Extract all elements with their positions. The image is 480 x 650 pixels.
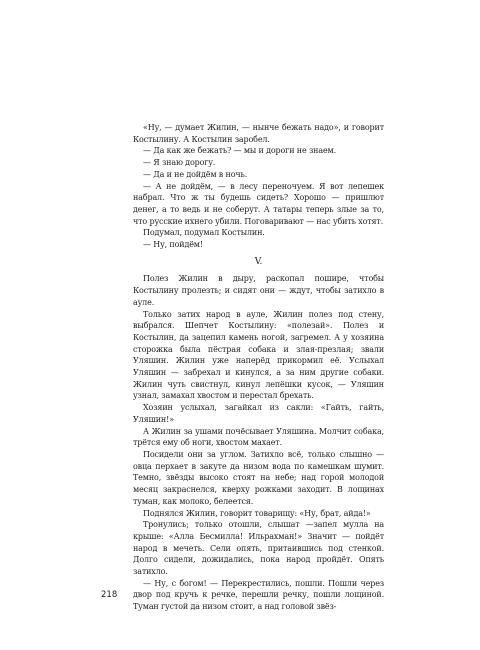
paragraph: А Жилин за ушами почёсывает Уляшина. Молчит собака, трётся ему об ноги, хвостом махает. <box>133 426 384 448</box>
paragraph: — Я знаю дорогу. <box>143 158 216 168</box>
text-block <box>133 122 384 613</box>
paragraph: — Ну, пойдём! <box>143 240 203 250</box>
paragraph: — Да как же бежать? — мы и дороги не знаем. <box>143 146 337 156</box>
paragraph: Поднялся Жилин, говорит товарищу: «Ну, брат, айда!» <box>143 508 371 518</box>
paragraph: Только затих народ в ауле, Жилин полез под стену, выбрался. Шепчет Костылину: «полезай». Полез и Костылин, да зацепил камень ногой, загремел. А у хозяина сторожка была пёстрая собака и злая-презлая; звали Уляшин. Жилин уже наперёд прикормил её. Услыхал Уляшин — забрехал и кинулся, а за ним другие собаки. Жилин чуть свистнул, кинул лепёшки кусок, — Уляшин узнал, замахал хвостом и перестал брехать. <box>133 309 384 401</box>
paragraph: Тронулись; только отошли, слышат —запел мулла на крыше: «Алла Бесмилла! Ильрахман!» Значит — пойдёт народ в мечеть. Сели опять, притаившись под стенкой. Долго сидели, дожидались, пока народ пройдёт. Опять затихло. <box>133 520 384 577</box>
paragraph: — А не дойдём, — в лесу переночуем. Я вот лепешек набрал. Что ж ты будешь сидеть? Хорошо — пришлют денег, а то ведь и не соберут. А татары теперь злые за то, что русские ихнего убили. Поговаривают — нас убить хотят. <box>133 181 384 226</box>
paragraph: — Ну, с богом! — Перекрестились, пошли. Пошли через двор под кручь к речке, перешли речку, пошли лощиной. Туман густой да низом стоит, а над головой звёз- <box>133 578 384 612</box>
paragraph: Полез Жилин в дыру, раскопал пошире, чтобы Костылину пролезть; и сидят они — ждут, чтобы затихло в ауле. <box>133 274 384 307</box>
paragraph: «Ну, — думает Жилин, — нынче бежать надо», и говорит Костылину. А Костылин заробел. <box>133 123 384 144</box>
paragraph: — Да и не дойдём в ночь. <box>143 169 248 179</box>
page-number: 218 <box>101 590 118 600</box>
chapter-heading: V. <box>254 256 263 267</box>
paragraph: Подумал, подумал Костылин. <box>143 228 265 238</box>
paragraph: Хозяин услыхал, загайкал из сакли: «Гайть, гайть, Уляшин!» <box>133 403 384 424</box>
paragraph: Посидели они за углом. Затихло всё, только слышно — овца перхает в закуте да низом вода по камешкам шумит. Темно, звёзды высоко стоят на небе; над горой молодой месяц закраснелся, кверху рожками заходит. В лощинах туман, как молоко, белеется. <box>133 449 384 506</box>
